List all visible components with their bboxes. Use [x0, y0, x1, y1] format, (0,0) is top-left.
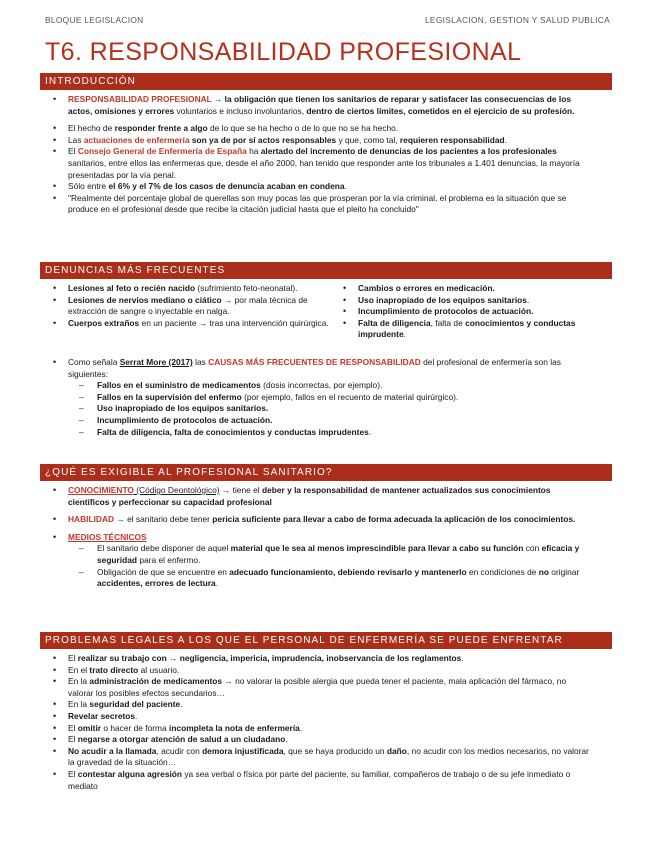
list-item: • El contestar alguna agresión ya sea verbal o física por parte del paciente, su familiar, compañeros de trabajo o de su jefe inmediato o mediato: [45, 769, 593, 792]
intro-section: [45, 94, 593, 216]
list-item: • En la administración de medicamentos → no valorar la posible alergia que pueda tener el paciente, mala aplicación del fármaco, no valorar los posibles efectos secundarios…: [45, 676, 593, 699]
sub-item: – Falta de diligencia, falta de conocimientos y conductas imprudentes.: [45, 427, 593, 439]
list-item: • En el trato directo al usuario.: [45, 665, 593, 677]
list-item: • Incumplimiento de protocolos de actuación.: [335, 306, 593, 318]
page-header: [45, 15, 610, 27]
list-item: • El Consejo General de Enfermería de España ha alertado del incremento de denuncias de los pacientes a los profesionales sanitarios, entre ellos las enfermeras que, desde el año 2000, han tenido que responder ante los tribunales a 1.401 denuncias, la mayoría presentadas por la vía penal.: [45, 146, 593, 181]
list-item: • Lesiones de nervios mediano o ciático → por mala técnica de extracción de sangre o inyectable en nalga.: [45, 295, 330, 318]
list-item: • El realizar su trabajo con → negligencia, impericia, imprudencia, inobservancia de los reglamentos.: [45, 653, 593, 665]
list-item: • El hecho de responder frente a algo de lo que se ha hecho o de lo que no se ha hecho.: [45, 123, 593, 135]
sub-item: – El sanitario debe disponer de aquel material que le sea al menos imprescindible para llevar a cabo su función con eficacia y seguridad para el enfermo.: [45, 543, 593, 566]
denuncias-causes: [45, 357, 593, 438]
exigible-section: [45, 485, 593, 590]
list-item: • HABILIDAD → el sanitario debe tener pericia suficiente para llevar a cabo de forma adecuada la aplicación de los conocimientos.: [45, 514, 593, 526]
sub-item: – Incumplimiento de protocolos de actuación.: [45, 415, 593, 427]
list-item: • El negarse a otorgar atención de salud a un ciudadano.: [45, 734, 593, 746]
header-right: LEGISLACION, GESTION Y SALUD PUBLICA: [424, 15, 610, 25]
list-item: • Las actuaciones de enfermería son ya de por sí actos responsables y que, como tal, requieren responsabilidad.: [45, 135, 593, 147]
list-item: • Cambios o errores en medicación.: [335, 283, 593, 295]
sub-item: – Obligación de que se encuentre en adecuado funcionamiento, debiendo revisarlo y mantenerlo en condiciones de no originar accidentes, errores de lectura.: [45, 567, 593, 590]
list-item: • MEDIOS TÉCNICOS: [45, 532, 593, 544]
section-heading-problemas: PROBLEMAS LEGALES A LOS QUE EL PERSONAL DE ENFERMERÍA SE PUEDE ENFRENTAR: [40, 632, 612, 649]
list-item: • CONOCIMIENTO (Código Deontológico) → tiene el deber y la responsabilidad de mantener actualizados sus conocimientos científicos y perfeccionar su capacidad profesional: [45, 485, 593, 508]
list-item: • RESPONSABILIDAD PROFESIONAL → la obligación que tienen los sanitarios de reparar y satisfacer las consecuencias de los actos, omisiones y errores voluntarios e incluso involuntarios, dentro de ciertos límites, cometidos en el ejercicio de su profesión.: [45, 94, 593, 117]
list-item: • Lesiones al feto o recién nacido (sufrimiento feto-neonatal).: [45, 283, 330, 295]
denuncias-left-column: [45, 283, 330, 329]
list-item: • Revelar secretos.: [45, 711, 593, 723]
list-item: • Uso inapropiado de los equipos sanitarios.: [335, 295, 593, 307]
list-item: • Sólo entre el 6% y el 7% de los casos de denuncia acaban en condena.: [45, 181, 593, 193]
list-item: • No acudir a la llamada, acudir con demora injustificada, que se haya producido un daño, no acudir con los medios necesarios, no valorar la gravedad de la situación…: [45, 746, 593, 769]
sub-item: – Fallos en la supervisión del enfermo (por ejemplo, fallos en el recuento de material quirúrgico).: [45, 392, 593, 404]
quote-item: • "Realmente del porcentaje global de querellas son muy pocas las que prosperan por la vía criminal, el problema es la situación que se produce en el profesional desde que recibe la citación judicial hasta que el pleito ha concluido": [45, 193, 593, 216]
page-title: T6. RESPONSABILIDAD PROFESIONAL: [45, 38, 522, 66]
list-item: • Como señala Serrat More (2017) las CAUSAS MÁS FRECUENTES DE RESPONSABILIDAD del profesional de enfermería son las siguientes:: [45, 357, 593, 380]
problemas-section: [45, 653, 593, 792]
section-heading-exigible: ¿QUÉ ES EXIGIBLE AL PROFESIONAL SANITARIO?: [40, 464, 612, 481]
sub-item: – Fallos en el suministro de medicamentos (dosis incorrectas, por ejemplo).: [45, 380, 593, 392]
sub-item: – Uso inapropiado de los equipos sanitarios.: [45, 403, 593, 415]
list-item: • Falta de diligencia, falta de conocimientos y conductas imprudente.: [335, 318, 593, 341]
section-heading-denuncias: DENUNCIAS MÁS FRECUENTES: [40, 262, 612, 279]
list-item: • El omitir o hacer de forma incompleta la nota de enfermería.: [45, 723, 593, 735]
list-item: • En la seguridad del paciente.: [45, 699, 593, 711]
header-left: BLOQUE LEGISLACION: [45, 15, 144, 25]
section-heading-introduccion: INTRODUCCIÓN: [40, 73, 612, 90]
denuncias-right-column: [335, 283, 593, 341]
list-item: • Cuerpos extraños en un paciente → tras una intervención quirúrgica.: [45, 318, 330, 330]
